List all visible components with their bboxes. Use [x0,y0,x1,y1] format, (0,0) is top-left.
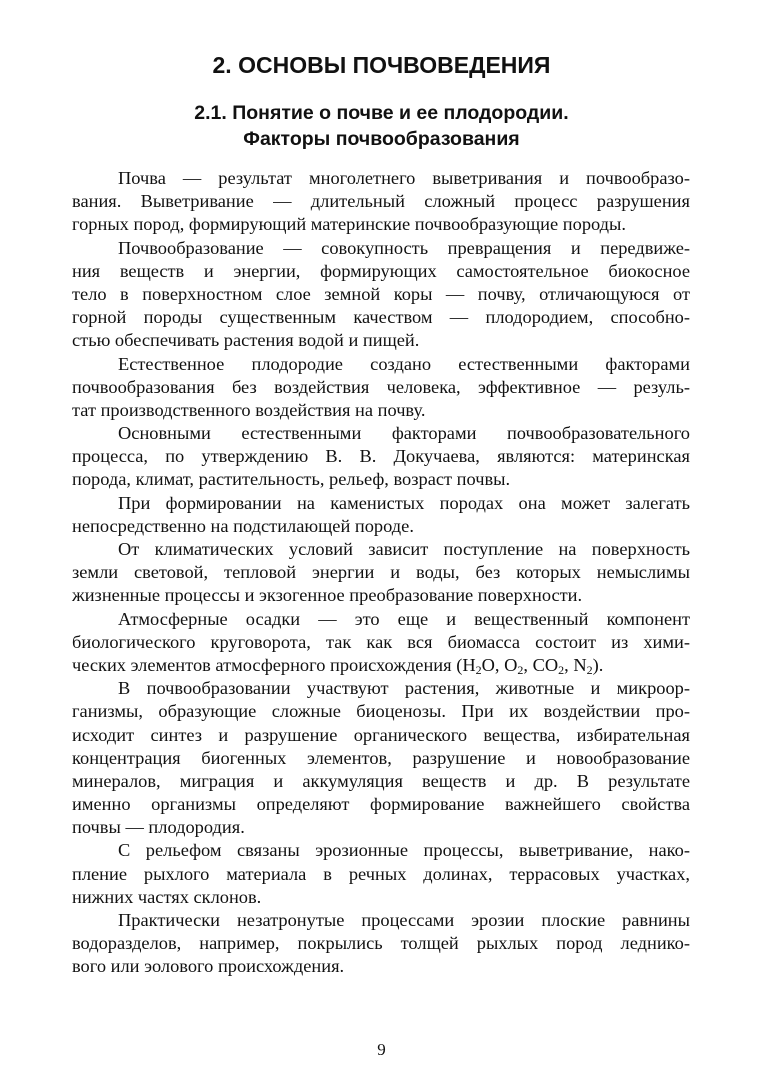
text-line: почвообразования без воздействия человека, эффективное — резуль- [72,376,690,397]
text-line: ганизмы, образующие сложные биоценозы. При их воздействии про- [72,701,690,722]
text-line: непосредственно на подстилающей породе. [72,515,414,536]
formula-text: ). [592,654,604,675]
text-line: Почва — результат многолетнего выветривания и почвообразо- [118,168,690,188]
text-line: минералов, миграция и аккумуляция веществ и др. В результате [72,770,690,791]
text-line: тело в поверхностном слое земной коры — почву, отличающуюся от [72,283,690,304]
text-line: водоразделов, например, покрылись толщей рыхлых пород леднико- [72,933,690,954]
chapter-title: 2. ОСНОВЫ ПОЧВОВЕДЕНИЯ [212,52,551,78]
text-line: От климатических условий зависит поступление на поверхность [118,539,690,559]
text-line: вания. Выветривание — длительный сложный процесс разрушения [72,191,690,212]
subscript: 2 [517,662,524,677]
body-text [72,167,690,979]
text-line: концентрация биогенных элементов, разрушение и новообразование [72,747,690,768]
formula-text: O, O [481,654,518,675]
formula-text: , CO [523,654,559,675]
section-title [0,100,763,152]
text-line: пление рыхлого материала в речных долинах, террасовых участках, [72,863,690,884]
text-line: Практически незатронутые процессами эрозии плоские равнины [118,910,690,930]
text-line: земли световой, тепловой энергии и воды, без которых немыслимы [72,562,690,583]
section-title-line-1: 2.1. Понятие о почве и ее плодородии. [194,102,569,124]
text-line: Естественное плодородие создано естественными факторами [118,353,690,374]
text-line-formula [72,654,690,677]
formula-lead-text: ческих элементов атмосферного происхождения (H [72,654,476,675]
text-line: именно организмы определяют формирование важнейшего свойства [72,794,690,815]
text-line: тат производственного воздействия на почву. [72,399,426,420]
text-line: При формировании на каменистых породах она может залегать [118,492,690,513]
text-line: горной породы существенным качеством — плодородием, способно- [72,307,690,328]
formula-text: , N [564,654,587,675]
subscript: 2 [558,662,565,677]
text-line: С рельефом связаны эрозионные процессы, выветривание, нако- [118,840,690,861]
text-line: Атмосферные осадки — это еще и вещественный компонент [118,608,690,629]
page-number: 9 [377,1040,386,1059]
text-line: биологического круговорота, так как вся биомасса состоит из хими- [72,631,690,652]
text-line: В почвообразовании участвуют растения, животные и микроор- [118,678,690,699]
text-line: исходит синтез и разрушение органического вещества, избирательная [72,724,690,745]
text-line: вого или эолового происхождения. [72,956,345,977]
text-line: жизненные процессы и экзогенное преобразование поверхности. [72,585,583,606]
section-title-line-2: Факторы почвообразования [243,128,520,150]
subscript: 2 [586,662,593,677]
text-line: Основными естественными факторами почвообразовательного [118,423,690,444]
text-line: ния веществ и энергии, формирующих самостоятельное биокосное [72,260,690,281]
text-line: стью обеспечивать растения водой и пищей. [72,330,420,351]
text-line: процесса, по утверждению В. В. Докучаева, являются: материнская [72,446,690,467]
text-line: горных пород, формирующий материнские почвообразующие породы. [72,214,626,235]
text-line: Почвообразование — совокупность превращения и передвиже- [118,237,690,258]
text-line: почвы — плодородия. [72,817,245,838]
subscript: 2 [475,662,482,677]
text-line: порода, климат, растительность, рельеф, возраст почвы. [72,469,511,490]
text-line: нижних частях склонов. [72,886,262,907]
